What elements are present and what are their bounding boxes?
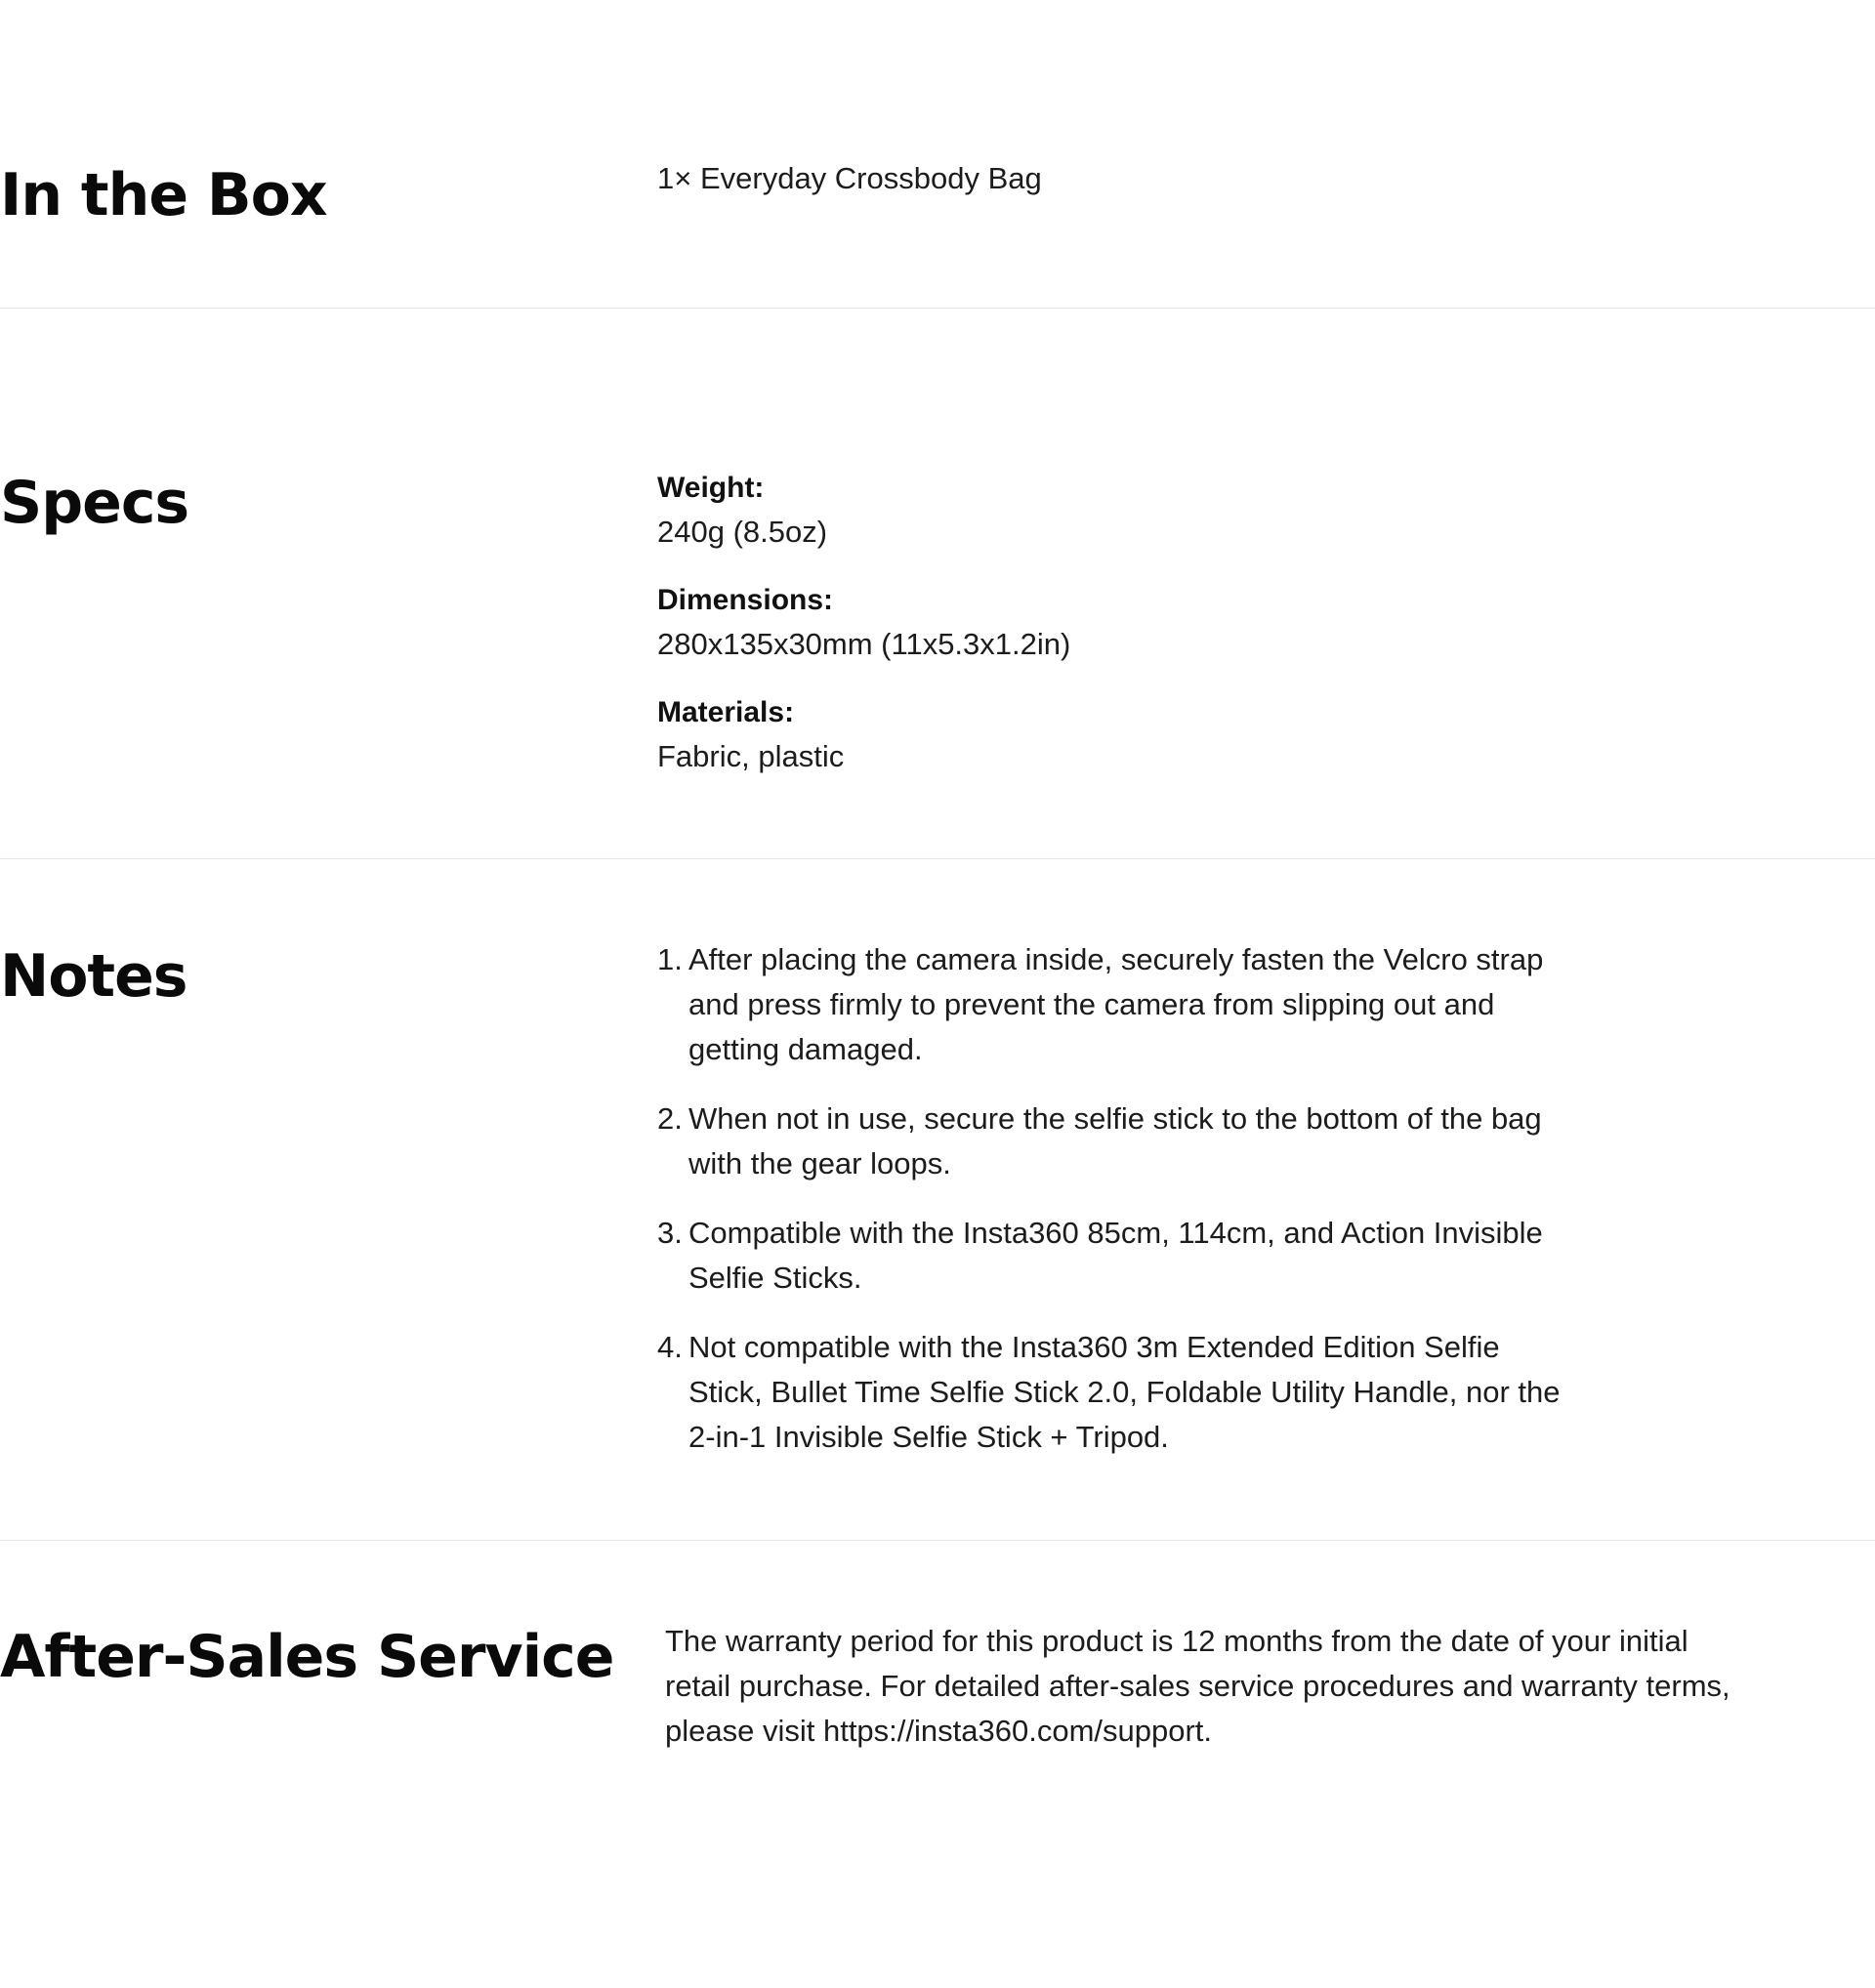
note-text: Not compatible with the Insta360 3m Extended Edition Selfie Stick, Bullet Time Selfie Stick 2.0, Foldable Utility Handle, nor the 2-in-1 Invisible Selfie Stick + Tripod.	[688, 1330, 1561, 1454]
specs-list	[657, 467, 1731, 804]
note-item	[657, 937, 1567, 1072]
in-the-box-item: 1× Everyday Crossbody Bag	[657, 161, 1042, 195]
section-title-specs: Specs	[0, 469, 189, 537]
spec-label: Weight:	[657, 472, 765, 504]
notes-container	[657, 937, 1595, 1484]
note-number: 4.	[657, 1330, 683, 1364]
section-notes	[0, 859, 1875, 1541]
notes-list	[657, 937, 1595, 1460]
spec-value: 240g (8.5oz)	[657, 515, 828, 549]
spec-materials	[657, 691, 1731, 779]
note-item	[657, 1097, 1567, 1186]
section-title-in-the-box: In the Box	[0, 161, 327, 229]
spec-value: 280x135x30mm (11x5.3x1.2in)	[657, 627, 1071, 661]
section-after-sales	[0, 1541, 1875, 1988]
note-text: After placing the camera inside, securely fasten the Velcro strap and press firmly to prevent the camera from slipping out and getting damaged.	[688, 942, 1544, 1066]
spec-label: Materials:	[657, 696, 795, 728]
note-number: 2.	[657, 1101, 683, 1136]
spec-label: Dimensions:	[657, 584, 834, 616]
note-item	[657, 1211, 1567, 1301]
section-in-the-box	[0, 0, 1875, 309]
note-item	[657, 1325, 1567, 1460]
spec-weight	[657, 467, 1731, 555]
spec-dimensions	[657, 579, 1731, 667]
section-specs	[0, 309, 1875, 859]
after-sales-text: The warranty period for this product is 12 months from the date of your initial retail purchase. For detailed after-sales service procedures and warranty terms, please visit https://insta360.com/support.	[665, 1624, 1730, 1748]
spec-value: Fabric, plastic	[657, 739, 845, 773]
note-text: When not in use, secure the selfie stick to the bottom of the bag with the gear loops.	[688, 1101, 1542, 1180]
note-text: Compatible with the Insta360 85cm, 114cm, and Action Invisible Selfie Sticks.	[688, 1216, 1543, 1295]
note-number: 1.	[657, 942, 683, 976]
in-the-box-list	[657, 156, 1731, 201]
note-number: 3.	[657, 1216, 683, 1250]
section-title-after-sales: After-Sales Service	[0, 1623, 614, 1691]
section-title-notes: Notes	[0, 942, 188, 1011]
